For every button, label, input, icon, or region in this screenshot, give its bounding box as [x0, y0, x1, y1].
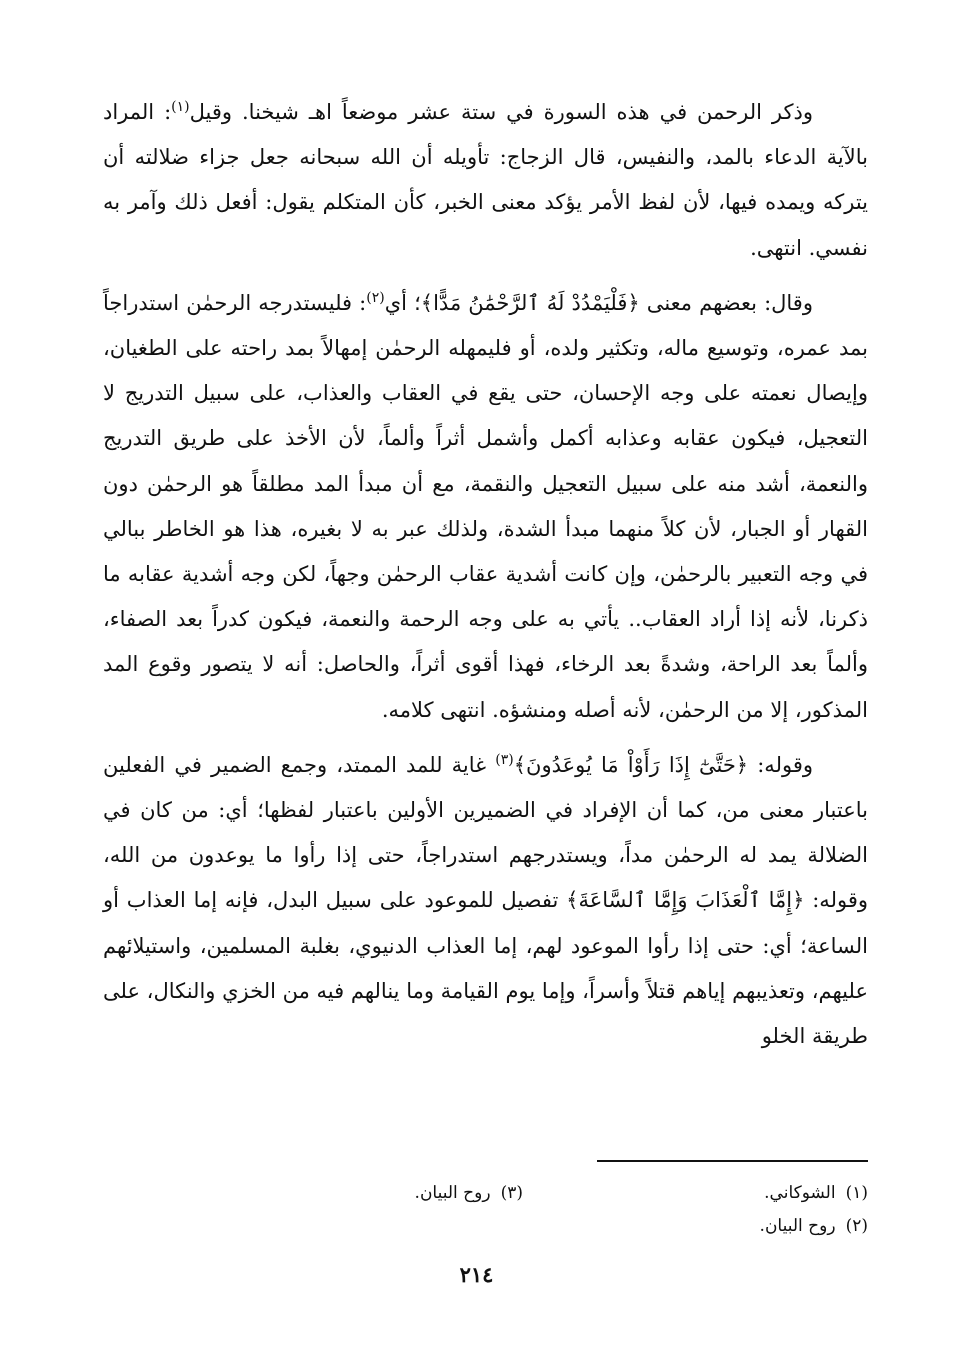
paragraph-3-text-end: غاية للمد الممتد، وجمع الضمير في الفعلين باعتبار معنى من، كما أن الإفراد في الضميرين الأولين باعتبار لفظها؛ أي: من كان في الضلالة يمد له الرحمٰن مداً، ويستدرجهم استدراجاً، حتى إذا رأوا ما يوعدون من الله، وقوله: ﴿إِمَّا ٱلْعَذَابَ وَإِمَّا ٱلسَّاعَةَ﴾ تفصيل للموعود على سبيل البدل، فإنه إما العذاب أو الساعة؛ أي: حتى إذا رأوا الموعود لهم، إما العذاب الدنيوي، بغلبة المسلمين، واستيلائهم عليهم، وتعذيبهم إياهم قتلاً وأسراً، وإما يوم القيامة وما ينالهم فيه من الخزي والنكال، على طريقة الخلو [103, 752, 868, 1049]
footnote-1 [678, 1177, 868, 1210]
footnote-1-text: الشوكاني. [764, 1183, 836, 1203]
footnote-row-2 [103, 1210, 868, 1243]
footnote-3 [333, 1177, 523, 1210]
paragraph-3 [103, 743, 868, 1059]
page-number: ٢١٤ [459, 1262, 494, 1287]
paragraph-1 [103, 90, 868, 271]
footnotes [103, 1177, 868, 1243]
paragraph-2-text-start: وقال: بعضهم معنى ﴿فَلْيَمْدُدْ لَهُ ٱلرَّحْمَٰنُ مَدًّا﴾؛ أي [384, 290, 813, 315]
footnote-3-text: روح البيان. [414, 1183, 491, 1203]
paragraph-3-text-start: وقوله: ﴿حَتَّىٰٓ إِذَا رَأَوْاْ مَا يُوعَدُونَ﴾ [513, 752, 813, 777]
footnote-2-text: روح البيان. [759, 1216, 836, 1236]
footnote-separator [597, 1160, 868, 1162]
footnote-2-number: (٢) [845, 1216, 868, 1236]
footnote-1-number: (١) [845, 1183, 868, 1203]
footnote-row-1 [103, 1177, 868, 1210]
main-text [103, 90, 868, 1059]
paragraph-1-text-end: : المراد بالآية الدعاء بالمد، والنفيس، قال الزجاج: تأويله أن الله سبحانه جعل جزاء ضلالته أن يتركه ويمده فيها، لأن لفظ الأمر يؤكد معنى الخبر، كأن المتكلم يقول: أفعل ذلك وآمر به نفسي. انتهى. [103, 100, 868, 260]
paragraph-1-text-start: وذكر الرحمن في هذه السورة في ستة عشر موضعاً اهـ شيخنا. وقيل [189, 100, 813, 124]
paragraph-2-text-end: : فليستدرجه الرحمٰن استدراجاً بمد عمره، وتوسيع ماله، وتكثير ولده، أو فليمهله الرحمٰن إمهالاً بمد راحته على الطغيان، وإيصال نعمته على وجه الإحسان، حتى يقع في العقاب والعذاب، على سبيل التدريج لا التعجيل، فيكون عقابه وعذابه أكمل وأشمل أثراً وألماً، لأن الأخذ على طريق التدريج والنعمة، أشد منه على سبيل التعجيل والنقمة، مع أن مبدأ المد مطلقاً هو الرحمٰن دون القهار أو الجبار، لأن كلاً منهما مبدأ الشدة، ولذلك عبر به لا بغيره، هذا هو الخاطر ببالي في وجه التعبير بالرحمٰن، وإن كانت أشدية عقاب الرحمٰن وجهاً، لكن وجه أشدية عقابه ما ذكرنا، لأنه إذا أراد العقاب.. يأتي به على وجه الرحمة والنعمة، فيكون كدراً بعد الصفاء، وألماً بعد الراحة، وشدةً بعد الرخاء، فهذا أقوى أثراً، والحاصل: أنه لا يتصور وقوع المد المذكور، إلا من الرحمٰن، لأنه أصله ومنشؤه. انتهى كلامه. [103, 290, 868, 722]
paragraph-2 [103, 281, 868, 733]
footnote-2 [678, 1210, 868, 1243]
footnote-reference-3: (٣) [495, 751, 514, 768]
footnote-3-number: (٣) [500, 1183, 523, 1203]
footnote-reference-2: (٢) [366, 289, 385, 306]
footnote-reference-1: (١) [171, 99, 190, 115]
